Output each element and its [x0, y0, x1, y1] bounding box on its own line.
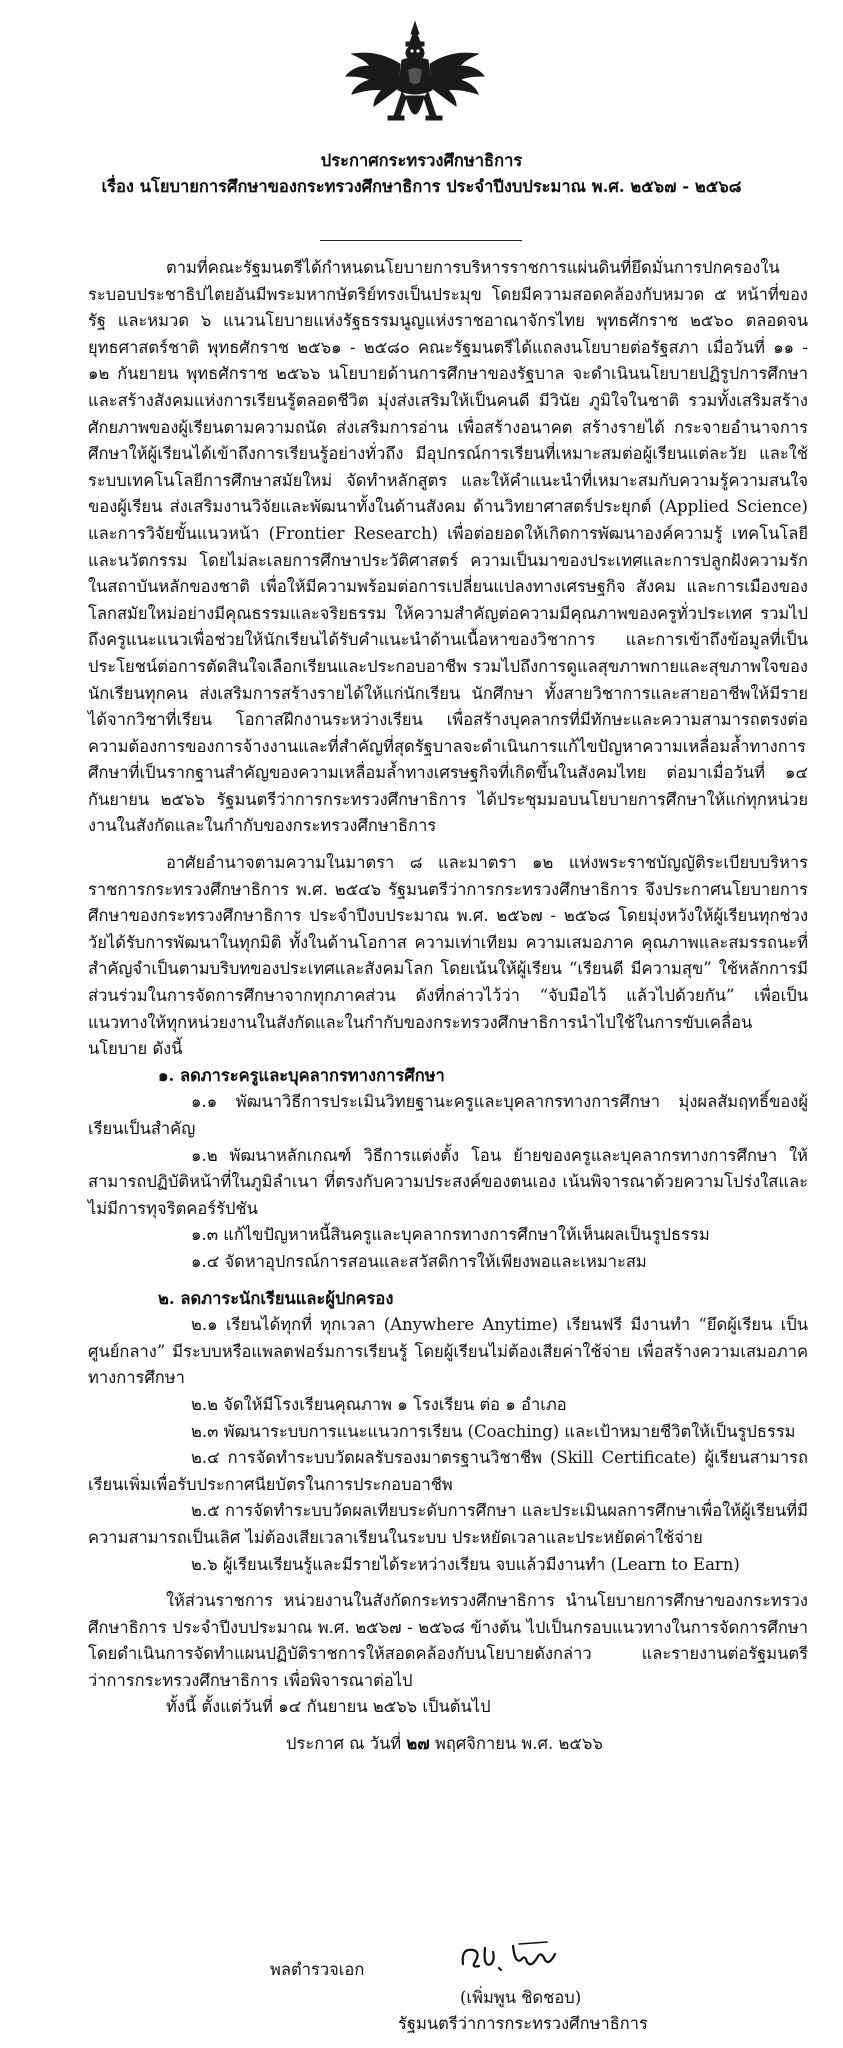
policy-item: ๒.๕ การจัดทำระบบวัดผลเทียบระดับการศึกษา และประเมินผลการศึกษาเพื่อให้ผู้เรียนที่มีความสามารถเป็นเลิศ ไม่ต้องเสียเวลาเรียนในระบบ ประหยัดเวลาและประหยัดค่าใช้จ่าย: [88, 1501, 808, 1547]
signer-rank: พลตำรวจเอก: [270, 1960, 365, 1979]
policy-item: ๒.๒ จัดให้มีโรงเรียนคุณภาพ ๑ โรงเรียน ต่อ ๑ อำเภอ: [191, 1394, 567, 1414]
header-title: ประกาศกระทรวงศึกษาธิการ: [320, 151, 523, 170]
handwritten-signature: [455, 1934, 565, 1976]
policy-item: ๑.๑ พัฒนาวิธีการประเมินวิทยฐานะครูและบุคลากรทางการศึกษา มุ่งผลสัมฤทธิ์ของผู้เรียนเป็นสำคัญ: [88, 1092, 808, 1138]
policy-item: ๒.๓ พัฒนาระบบการแนะแนวการเรียน (Coaching) และเป้าหมายชีวิตให้เป็นรูปธรรม: [191, 1421, 796, 1441]
policy-item: ๑.๓ แก้ไขปัญหาหนี้สินครูและบุคลากรทางการศึกษาให้เห็นผลเป็นรูปธรรม: [191, 1225, 710, 1245]
announce-day: ๒๗: [406, 1734, 430, 1754]
section-heading: ๑. ลดภาระครูและบุคลากรทางการศึกษา: [158, 1065, 445, 1085]
announce-prefix: ประกาศ ณ วันที่: [286, 1734, 402, 1754]
policy-item: ๒.๔ การจัดทำระบบวัดผลรับรองมาตรฐานวิชาชีพ (Skill Certificate) ผู้เรียนสามารถเรียนเพิ่มเพื่อรับประกาศนียบัตรในการประกอบอาชีพ: [88, 1448, 808, 1494]
signer-position: รัฐมนตรีว่าการกระทรวงศึกษาธิการ: [398, 2014, 648, 2033]
policy-item: ๑.๒ พัฒนาหลักเกณฑ์ วิธีการแต่งตั้ง โอน ย้ายของครูและบุคลากรทางการศึกษา ให้สามารถปฏิบัติหน้าที่ในภูมิลำเนา ที่ตรงกับความประสงค์ของตนเอง เน้นพิจารณาด้วยความโปร่งใสและไม่มีการทุจริตคอร์รัปชัน: [88, 1145, 808, 1218]
header-divider: [320, 240, 522, 241]
announce-month-year: พฤศจิกายน พ.ศ. ๒๕๖๖: [434, 1734, 603, 1754]
policy-item: ๒.๑ เรียนได้ทุกที่ ทุกเวลา (Anywhere Anytime) เรียนฟรี มีงานทำ “ยึดผู้เรียน เป็นศูนย์กลาง” มีระบบหรือแพลตฟอร์มการเรียนรู้ โดยผู้เรียนไม่ต้องเสียค่าใช้จ่าย เพื่อสร้างความเสมอภาคทางการศึกษา: [88, 1315, 808, 1388]
policy-item: ๑.๔ จัดหาอุปกรณ์การสอนและสวัสดิการให้เพียงพอและเหมาะสม: [191, 1251, 647, 1271]
garuda-emblem: [340, 20, 490, 138]
paragraph-directive: ให้ส่วนราชการ หน่วยงานในสังกัดกระทรวงศึกษาธิการ นำนโยบายการศึกษาของกระทรวงศึกษาธิการ ประจำปีงบประมาณ พ.ศ. ๒๕๖๗ - ๒๕๖๘ ข้างต้น ไปเป็นกรอบแนวทางในการจัดการศึกษา โดยดำเนินการจัดทำแผนปฏิบัติราชการให้สอดคล้องกับนโยบายดังกล่าว และรายงานต่อรัฐมนตรีว่าการกระทรวงศึกษาธิการ เพื่อพิจารณาต่อไป: [88, 1591, 808, 1690]
announcement-body: [88, 255, 808, 1758]
signer-name: (เพิ่มพูน ชิดชอบ): [460, 1988, 582, 2007]
section-heading: ๒. ลดภาระนักเรียนและผู้ปกครอง: [158, 1288, 394, 1308]
policy-item: ๒.๖ ผู้เรียนเรียนรู้และมีรายได้ระหว่างเรียน จบแล้วมีงานทำ (Learn to Earn): [191, 1554, 740, 1574]
paragraph-background: ตามที่คณะรัฐมนตรีได้กำหนดนโยบายการบริหารราชการแผ่นดินที่ยึดมั่นการปกครองในระบอบประชาธิปไตยอันมีพระมหากษัตริย์ทรงเป็นประมุข โดยมีความสอดคล้องกับหมวด ๕ หน้าที่ของรัฐ และหมวด ๖ แนวนโยบายแห่งรัฐธรรมนูญแห่งราชอาณาจักรไทย พุทธศักราช ๒๕๖๐ ตลอดจนยุทธศาสตร์ชาติ พุทธศักราช ๒๕๖๑ - ๒๕๘๐ คณะรัฐมนตรีได้แถลงนโยบายต่อรัฐสภา เมื่อวันที่ ๑๑ - ๑๒ กันยายน พุทธศักราช ๒๕๖๖ นโยบายด้านการศึกษาของรัฐบาล จะดำเนินนโยบายปฏิรูปการศึกษาและสร้างสังคมแห่งการเรียนรู้ตลอดชีวิต มุ่งส่งเสริมให้เป็นคนดี มีวินัย ภูมิใจในชาติ รวมทั้งเสริมสร้างศักยภาพของผู้เรียนตามความถนัด ส่งเสริมการอ่าน เพื่อสร้างอนาคต สร้างรายได้ กระจายอำนาจการศึกษาให้ผู้เรียนได้เข้าถึงการเรียนรู้อย่างทั่วถึง มีอุปกรณ์การเรียนที่เหมาะสมต่อผู้เรียนแต่ละวัย และใช้ระบบเทคโนโลยีการศึกษาสมัยใหม่ จัดทำหลักสูตร และให้คำแนะนำที่เหมาะสมกับความรู้ความสนใจของผู้เรียน ส่งเสริมงานวิจัยและพัฒนาทั้งในด้านสังคม ด้านวิทยาศาสตร์ประยุกต์ (Applied Science) และการวิจัยขั้นแนวหน้า (Frontier Research) เพื่อต่อยอดให้เกิดการพัฒนาองค์ความรู้ เทคโนโลยี และนวัตกรรม โดยไม่ละเลยการศึกษาประวัติศาสตร์ ความเป็นมาของประเทศและการปลูกฝังความรักในสถาบันหลักของชาติ เพื่อให้มีความพร้อมต่อการเปลี่ยนแปลงทางเศรษฐกิจ สังคม และการเมืองของโลกสมัยใหม่อย่างมีคุณธรรมและจริยธรรม ให้ความสำคัญต่อความมีคุณภาพของครูทั่วประเทศ รวมไปถึงครูแนะแนวเพื่อช่วยให้นักเรียนได้รับคำแนะนำด้านเนื้อหาของวิชาการ และการเข้าถึงข้อมูลที่เป็นประโยชน์ต่อการตัดสินใจเลือกเรียนและประกอบอาชีพ รวมไปถึงการดูแลสุขภาพกายและสุขภาพใจของนักเรียนทุกคน ส่งเสริมการสร้างรายได้ให้แก่นักเรียน นักศึกษา ทั้งสายวิชาการและสายอาชีพให้มีรายได้จากวิชาที่เรียน โอกาสฝึกงานระหว่างเรียน เพื่อสร้างบุคลากรที่มีทักษะและความสามารถตรงต่อความต้องการของการจ้างงานและที่สำคัญที่สุดรัฐบาลจะดำเนินการแก้ไขปัญหาความเหลื่อมล้ำทางการศึกษาที่เป็นรากฐานสำคัญของความเหลื่อมล้ำทางเศรษฐกิจที่เกิดขึ้นในสังคมไทย ต่อมาเมื่อวันที่ ๑๔ กันยายน ๒๕๖๖ รัฐมนตรีว่าการกระทรวงศึกษาธิการ ได้ประชุมมอบนโยบายการศึกษาให้แก่ทุกหน่วยงานในสังกัดและในกำกับของกระทรวงศึกษาธิการ: [88, 258, 808, 836]
paragraph-effective-date: ทั้งนี้ ตั้งแต่วันที่ ๑๔ กันยายน ๒๕๖๖ เป็นต้นไป: [166, 1697, 491, 1717]
paragraph-authority: อาศัยอำนาจตามความในมาตรา ๘ และมาตรา ๑๒ แห่งพระราชบัญญัติระเบียบบริหารราชการกระทรวงศึกษาธิการ พ.ศ. ๒๕๔๖ รัฐมนตรีว่าการกระทรวงศึกษาธิการ จึงประกาศนโยบายการศึกษาของกระทรวงศึกษาธิการ ประจำปีงบประมาณ พ.ศ. ๒๕๖๗ - ๒๕๖๘ โดยมุ่งหวังให้ผู้เรียนทุกช่วงวัยได้รับการพัฒนาในทุกมิติ ทั้งในด้านโอกาส ความเท่าเทียม ความเสมอภาค คุณภาพและสมรรถนะที่สำคัญจำเป็นตามบริบทของประเทศและสังคมโลก โดยเน้นให้ผู้เรียน “เรียนดี มีความสุข” ใช้หลักการมีส่วนร่วมในการจัดการศึกษาจากทุกภาคส่วน ดังที่กล่าวไว้ว่า “จับมือไว้ แล้วไปด้วยกัน” เพื่อเป็นแนวทางให้ทุกหน่วยงานในสังกัดและในกำกับของกระทรวงศึกษาธิการนำไปใช้ในการขับเคลื่อนนโยบาย ดังนี้: [88, 853, 808, 1059]
header-subject: เรื่อง นโยบายการศึกษาของกระทรวงศึกษาธิการ ประจำปีงบประมาณ พ.ศ. ๒๕๖๗ - ๒๕๖๘: [101, 177, 742, 196]
announce-date: [88, 1731, 808, 1758]
